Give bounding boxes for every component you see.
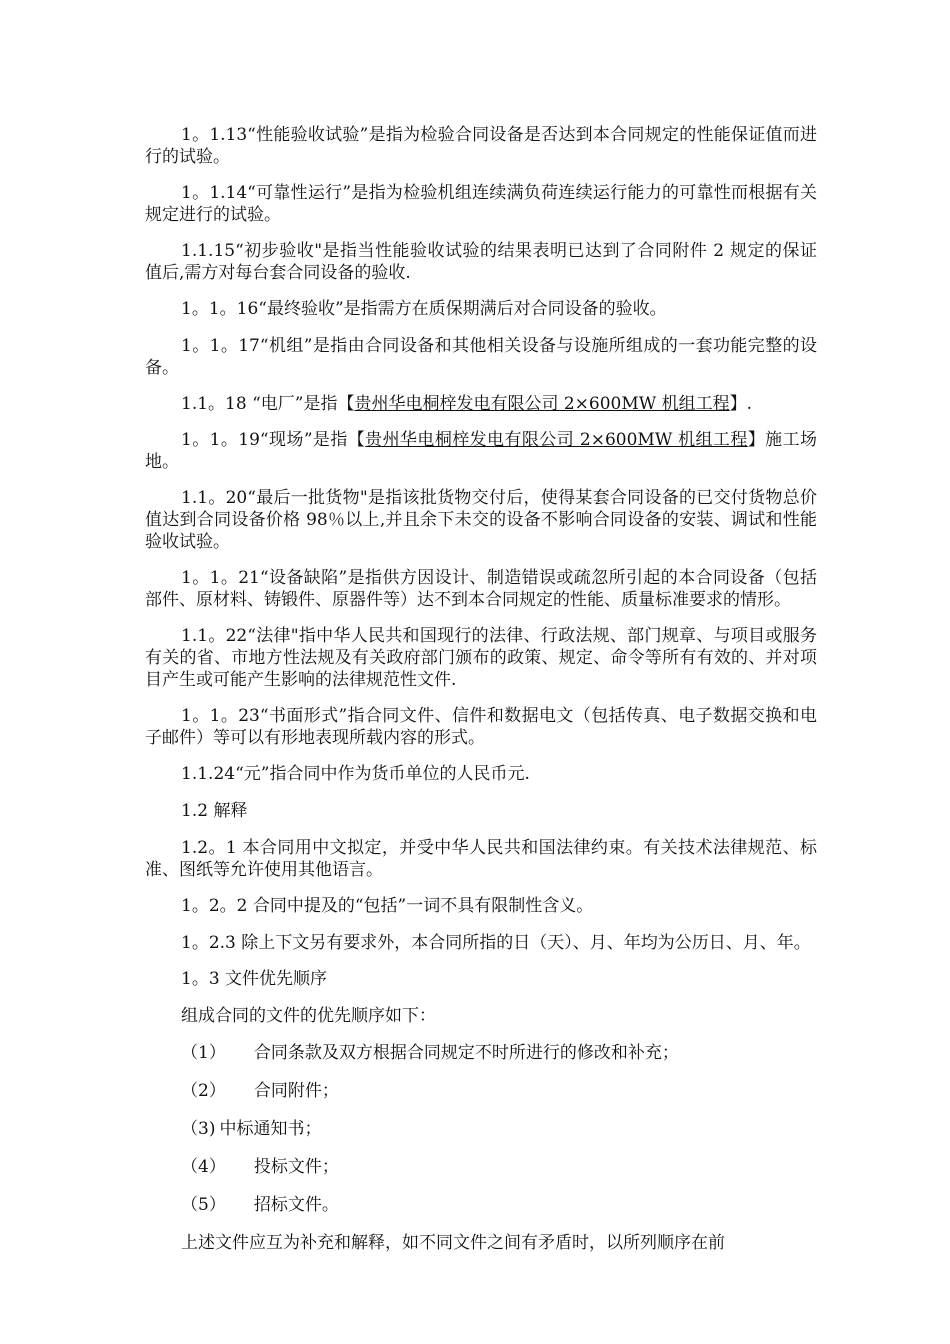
clause-1-1-16: 1。1。16“最终验收”是指需方在质保期满后对合同设备的验收。 <box>181 299 667 319</box>
list-item <box>145 1080 817 1102</box>
clause-1-2-3: 1。2.3 除上下文另有要求外，本合同所指的日（天）、月、年均为公历日、月、年。 <box>181 933 811 953</box>
list-item-text: 招标文件。 <box>253 1195 339 1215</box>
list-item-text: 合同条款及双方根据合同规定不时所进行的修改和补充； <box>253 1043 679 1063</box>
clause-1-1-18 <box>145 393 817 415</box>
clause-1-1-21: 1。1。21“设备缺陷”是指供方因设计、制造错误或疏忽所引起的本合同设备（包括部件、原材料、铸锻件、原器件等）达不到本合同规定的性能、质量标准要求的情形。 <box>145 568 817 610</box>
clause-1-1-18-suffix: 】. <box>729 394 753 414</box>
list-item-number: （3) <box>181 1119 216 1139</box>
closing-paragraph: 上述文件应互为补充和解释，如不同文件之间有矛盾时，以所列顺序在前 <box>181 1233 725 1253</box>
project-name-underlined: 贵州华电桐梓发电有限公司 2×600MW 机组工程 <box>354 394 730 414</box>
clause-1-2-1: 1.2。1 本合同用中文拟定，并受中华人民共和国法律约束。有关技术法律规范、标准、图纸等允许使用其他语言。 <box>145 838 817 880</box>
list-item-text: 投标文件； <box>253 1157 339 1177</box>
list-item <box>145 1118 817 1140</box>
clause-1-1-17: 1。1。17“机组”是指由合同设备和其他相关设备与设施所组成的一套功能完整的设备。 <box>145 336 817 378</box>
clause-1-1-22: 1.1。22“法律"指中华人民共和国现行的法律、行政法规、部门规章、与项目或服务有关的省、市地方性法规及有关政府部门颁布的政策、规定、命令等所有有效的、并对项目产生或可能产生影响的法律规范性文件. <box>145 626 817 690</box>
clause-1-1-20: 1.1。20“最后一批货物"是指该批货物交付后，使得某套合同设备的已交付货物总价值达到合同设备价格 98％以上,并且余下未交的设备不影响合同设备的安装、调试和性能验收试验。 <box>145 488 817 552</box>
clause-1-1-14: 1。1.14“可靠性运行”是指为检验机组连续满负荷连续运行能力的可靠性而根据有关规定进行的试验。 <box>145 183 817 225</box>
list-item <box>145 1156 817 1178</box>
list-item-number: （2） <box>181 1081 226 1101</box>
list-item-number: （1） <box>181 1043 226 1063</box>
project-name-underlined: 贵州华电桐梓发电有限公司 2×600MW 机组工程 <box>365 430 748 450</box>
priority-intro: 组成合同的文件的优先顺序如下： <box>181 1006 436 1026</box>
clause-1-1-24: 1.1.24“元”指合同中作为货币单位的人民币元. <box>181 764 530 784</box>
list-item-number: （5） <box>181 1195 226 1215</box>
clause-1-1-15: 1.1.15“初步验收"是指当性能验收试验的结果表明已达到了合同附件 2 规定的保证值后,需方对每台套合同设备的验收. <box>145 241 817 283</box>
section-heading-1-2: 1.2 解释 <box>181 801 248 821</box>
list-item-text: 合同附件； <box>253 1081 339 1101</box>
list-item <box>145 1042 817 1064</box>
document-page <box>145 124 817 1268</box>
clause-1-1-19-prefix: 1。1。19“现场”是指【 <box>181 430 366 450</box>
clause-1-1-19 <box>145 429 817 473</box>
list-item-number: （4） <box>181 1157 226 1177</box>
clause-1-1-18-prefix: 1.1。18 “电厂”是指【 <box>181 394 355 414</box>
clause-1-2-2: 1。2。2 合同中提及的“包括”一词不具有限制性含义。 <box>181 896 594 916</box>
section-heading-1-3: 1。3 文件优先顺序 <box>181 969 328 989</box>
clause-1-1-19-suffix: 】施工场地。 <box>145 430 817 472</box>
list-item <box>145 1194 817 1216</box>
list-item-text: 中标通知书； <box>219 1119 322 1139</box>
clause-1-1-13: 1。1.13“性能验收试验”是指为检验合同设备是否达到本合同规定的性能保证值而进行的试验。 <box>145 125 817 167</box>
clause-1-1-23: 1。1。23“书面形式”指合同文件、信件和数据电文（包括传真、电子数据交换和电子邮件）等可以有形地表现所载内容的形式。 <box>145 706 817 748</box>
